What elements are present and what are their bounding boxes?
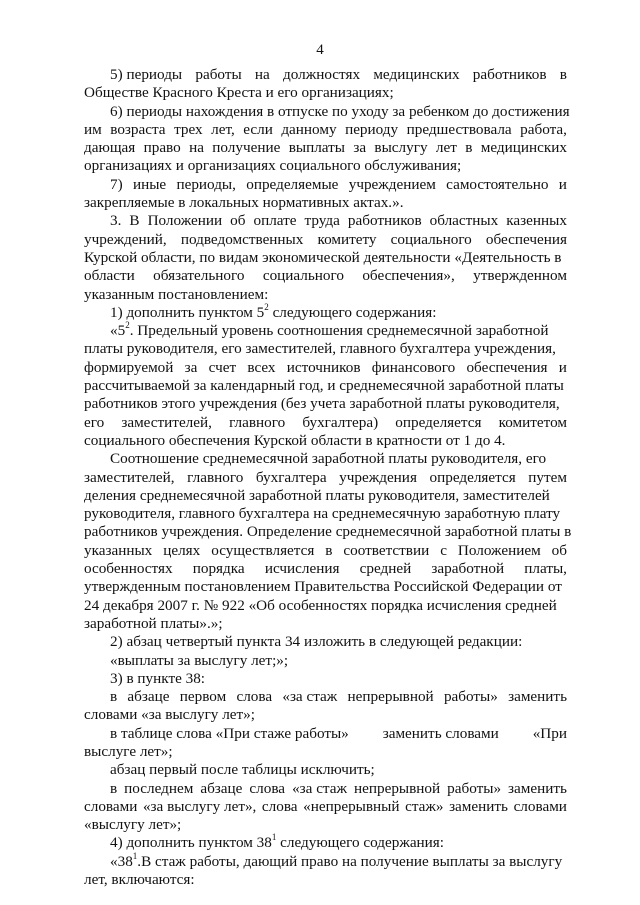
text-line: утвержденным постановлением Правительства Российской Федерации от	[84, 578, 562, 596]
text-word: счет	[208, 358, 237, 376]
text-word: стаж»	[405, 797, 444, 815]
text-word: Положением	[457, 541, 541, 559]
text-line: «выслугу лет»;	[84, 816, 182, 834]
text-word: средней	[359, 560, 412, 578]
text-line	[84, 121, 567, 139]
text-line: работников учреждения. Определение среднемесячной заработной платы в	[84, 523, 572, 541]
text-line: руководителя, главного бухгалтера на среднемесячную заработную плату	[84, 505, 561, 523]
text-word: порядка	[192, 560, 245, 578]
superscript: 1	[271, 832, 277, 843]
text-line: платы руководителя, его заместителей, главного бухгалтера учреждения,	[84, 340, 556, 358]
text-word: работников	[347, 212, 422, 230]
text-word: с	[440, 541, 447, 559]
text-word: формируемой	[84, 358, 174, 376]
text-line: «$5^2$. Предельный уровень соотношения среднемесячной заработной	[110, 320, 549, 340]
text-word: возраста	[110, 120, 166, 138]
text-word: всех	[247, 358, 276, 376]
text-word: В	[129, 212, 140, 230]
text-word: и	[558, 175, 567, 193]
text-line	[84, 66, 567, 84]
text-word: 7)	[110, 175, 123, 193]
text-word: заменить словами	[382, 724, 499, 742]
text-word: комитетом	[498, 413, 567, 431]
text-line: 3) в пункте 38:	[110, 669, 206, 687]
text-word: 5) периоды	[110, 66, 183, 83]
text-word: медицинских	[373, 66, 460, 83]
text-word: областных	[429, 212, 499, 230]
text-word: утвержденном	[473, 267, 567, 285]
text-word: учреждением	[348, 175, 436, 193]
text-line: 2) абзац четвертый пункта 34 изложить в следующей редакции:	[110, 633, 523, 651]
text-word: в	[110, 688, 118, 706]
text-line: рассчитываемой за календарный год, и среднемесячной заработной платы	[84, 377, 564, 395]
text-word: исчисления	[264, 560, 340, 578]
text-word: периоду	[345, 120, 399, 138]
text-word: в	[325, 541, 333, 559]
text-line: работников этого учреждения (без учета заработной платы руководителя,	[84, 395, 560, 413]
text-line: 6) периоды нахождения в отпуске по уходу за ребенком до достижения	[110, 102, 570, 120]
text-word: указанных	[84, 541, 153, 559]
text-word: главного	[187, 468, 244, 486]
text-line: 24 декабря 2007 г. № 922 «Об особенностях порядка исчисления средней	[84, 596, 557, 614]
text-word: работы	[195, 66, 242, 83]
text-line	[84, 231, 567, 249]
text-word: комитету	[317, 230, 377, 248]
text-word: заменить	[508, 688, 567, 706]
text-word: непрерывной	[354, 779, 441, 797]
text-word: его	[84, 413, 105, 431]
text-word: работы»	[447, 779, 502, 797]
text-line: закрепляемые в локальных нормативных актах.».	[84, 194, 404, 212]
text-line	[84, 139, 567, 157]
text-word: словами	[84, 797, 138, 815]
text-word: особенностях	[84, 560, 173, 578]
text-word: и	[558, 358, 567, 376]
text-word: об	[551, 541, 567, 559]
text-word: медицинских	[480, 139, 567, 157]
document-body	[84, 66, 572, 889]
text-word: на	[254, 66, 270, 83]
text-word: Положении	[147, 212, 223, 230]
text-word: целях	[163, 541, 201, 559]
text-word: «за стаж	[282, 688, 338, 706]
text-word: работы»	[443, 688, 498, 706]
text-word: слова	[261, 797, 298, 815]
text-line: 4) дополнить пунктом $38^1$ следующего содержания:	[110, 832, 445, 852]
text-line: «выплаты за выслугу лет;»;	[110, 651, 289, 669]
text-line: выслуге лет»;	[84, 742, 173, 760]
text-word: труда	[304, 212, 340, 230]
text-line	[84, 688, 567, 706]
text-word: бухгалтера)	[302, 413, 379, 431]
text-line: социального обеспечения Курской области в кратности от 1 до 4.	[84, 431, 506, 449]
text-word: им	[84, 120, 102, 138]
text-word: учреждений,	[84, 230, 167, 248]
text-line: организациях и организациях социального обслуживания;	[84, 157, 462, 175]
text-word: периоды,	[176, 175, 236, 193]
text-line	[84, 359, 567, 377]
text-word: социального	[390, 230, 472, 248]
text-word: финансового	[371, 358, 456, 376]
text-word: последнем	[124, 779, 194, 797]
text-word: обеспечения	[485, 230, 567, 248]
text-word: дающая	[84, 139, 136, 157]
text-word: осуществляется	[211, 541, 315, 559]
text-word: определяется	[429, 468, 516, 486]
text-word: социального	[262, 267, 344, 285]
text-word: трех	[174, 120, 203, 138]
text-word: данному	[281, 120, 337, 138]
text-word: обеспечения»,	[362, 267, 455, 285]
text-line: Обществе Красного Креста и его организациях;	[84, 84, 394, 102]
text-word: абзаце	[200, 779, 243, 797]
text-word: заместителей,	[84, 468, 175, 486]
text-word: оплате	[253, 212, 297, 230]
text-word: работников	[472, 66, 547, 83]
superscript: 2	[264, 301, 269, 312]
text-line: лет, включаются:	[84, 871, 195, 889]
text-word: заменить	[449, 797, 508, 815]
text-word: обеспечения	[466, 358, 548, 376]
text-word: слова	[249, 779, 286, 797]
text-word: на	[189, 139, 204, 157]
text-line: абзац первый после таблицы исключить;	[110, 761, 375, 779]
text-word: лет	[435, 139, 457, 157]
text-line: Соотношение среднемесячной заработной платы руководителя, его	[110, 450, 547, 468]
text-line: «$38^1.В$ стаж работы, дающий право на получение выплаты за выслугу	[110, 850, 563, 870]
text-word: выплаты	[288, 139, 345, 157]
text-line: словами «за выслугу лет»;	[84, 706, 255, 724]
text-word: право	[143, 139, 181, 157]
text-word: определяемые	[246, 175, 339, 193]
text-line	[84, 542, 567, 560]
text-word: должностях	[283, 66, 361, 83]
text-word: области	[84, 267, 135, 285]
text-word: в	[559, 66, 567, 83]
text-word: учреждения	[339, 468, 417, 486]
text-line	[84, 212, 567, 230]
text-line	[84, 469, 567, 487]
text-word: за	[353, 139, 367, 157]
text-word: соответствии	[343, 541, 430, 559]
text-word: словами	[513, 797, 567, 815]
text-word: слова	[236, 688, 273, 706]
text-word: 3.	[110, 212, 122, 230]
text-word: иные	[132, 175, 167, 193]
text-word: лет,	[211, 120, 235, 138]
text-word: если	[243, 120, 273, 138]
text-line: деления среднемесячной заработной платы руководителя, заместителей	[84, 486, 550, 504]
superscript: 1	[132, 850, 138, 861]
text-word: предшествовала	[406, 120, 512, 138]
text-word: выслугу	[374, 139, 428, 157]
text-word: в	[110, 779, 118, 797]
superscript: 2	[125, 320, 130, 331]
text-line	[84, 176, 567, 194]
text-word: обязательного	[153, 267, 245, 285]
text-word: бухгалтера	[255, 468, 327, 486]
text-word: получение	[212, 139, 281, 157]
text-line: Курской области, по видам экономической деятельности «Деятельность в	[84, 248, 562, 266]
text-word: «за стаж	[292, 779, 347, 797]
text-line: заработной платы».»;	[84, 614, 223, 632]
text-line	[84, 414, 567, 432]
text-word: в	[465, 139, 473, 157]
text-line: 1) дополнить пунктом $5^2$ следующего содержания:	[110, 301, 437, 321]
text-line	[84, 560, 567, 578]
text-word: об	[230, 212, 246, 230]
text-line	[84, 780, 567, 798]
text-word: первом	[179, 688, 227, 706]
text-word: «При	[532, 724, 567, 742]
text-word: «за выслугу лет»,	[142, 797, 257, 815]
text-word: работа,	[520, 120, 567, 138]
text-line: указанным постановлением:	[84, 285, 269, 303]
text-word: главного	[229, 413, 286, 431]
text-word: за	[184, 358, 198, 376]
text-word: источников	[286, 358, 361, 376]
text-word: определяется	[395, 413, 482, 431]
text-word: заместителей,	[121, 413, 212, 431]
text-word: путем	[528, 468, 567, 486]
text-line	[84, 725, 567, 743]
page-number: 4	[316, 42, 324, 58]
text-word: заработной	[431, 560, 505, 578]
text-word: заменить	[508, 779, 567, 797]
text-line	[84, 798, 567, 816]
text-word: подведомственных	[180, 230, 304, 248]
text-word: абзаце	[127, 688, 170, 706]
text-word: в таблице слова «При стаже работы»	[110, 724, 349, 742]
text-word: «непрерывный	[303, 797, 400, 815]
text-word: казенных	[506, 212, 567, 230]
text-line	[84, 267, 567, 285]
text-word: самостоятельно	[446, 175, 549, 193]
text-word: платы,	[524, 560, 567, 578]
text-word: непрерывной	[347, 688, 434, 706]
